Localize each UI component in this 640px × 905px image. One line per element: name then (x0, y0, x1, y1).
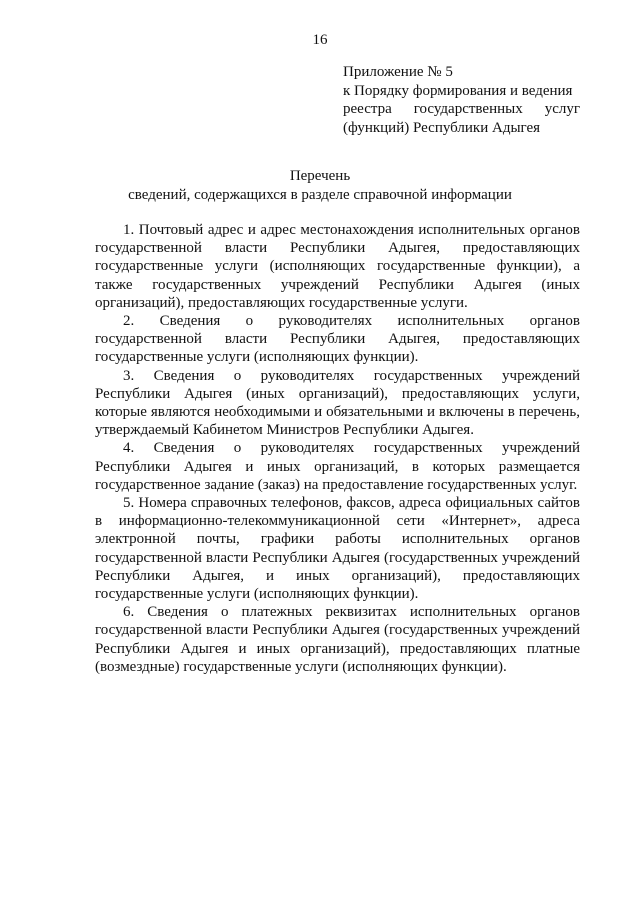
appendix-number: Приложение № 5 (343, 64, 453, 80)
list-item-2: 2. Сведения о руководителях исполнительных органов государственной власти Республики Адыгея, предоставляющих государственные услуги (исполняющих функции). (95, 313, 580, 366)
appendix-reference-line-1: к Порядку формирования и ведения (343, 82, 573, 99)
appendix-reference-line-3: (функций) Республики Адыгея (343, 119, 541, 136)
document-title (0, 167, 640, 204)
title-subheading: сведений, содержащихся в разделе справочной информации (128, 186, 512, 203)
list-item-6: 6. Сведения о платежных реквизитах исполнительных органов государственной власти Республики Адыгея (государственных учреждений Республики Адыгея и иных организаций), предоставляющих платные (возмездные) государственные услуги (исполняющих функции). (95, 604, 580, 675)
list-item-3: 3. Сведения о руководителях государственных учреждений Республики Адыгея (иных организаций), предоставляющих услуги, которые являются необходимыми и обязательными и включены в перечень, утверждаемый Кабинетом Министров Республики Адыгея. (95, 367, 580, 439)
list-item-4: 4. Сведения о руководителях государственных учреждений Республики Адыгея и иных организаций, в которых размещается государственное задание (заказ) на предоставление государственных услуг. (95, 440, 580, 493)
list-item-5: 5. Номера справочных телефонов, факсов, адреса официальных сайтов в информационно-телекоммуникационной сети «Интернет», адреса электронной почты, графики работы исполнительных органов государственной власти Республики Адыгея (государственных учреждений Республики Адыгея, и иных организаций), предоставляющих государственные услуги (исполняющих функции). (95, 495, 580, 603)
list-item-1: 1. Почтовый адрес и адрес местонахождения исполнительных органов государственной власти Республики Адыгея, предоставляющих государственные услуги (исполняющих государственные функции), а также государственных учреждений Республики Адыгея (иных организаций), предоставляющих государственные услуги. (95, 222, 580, 311)
appendix-reference-line-2: реестра государственных услуг (343, 101, 580, 117)
document-body (95, 221, 580, 676)
appendix-header (343, 63, 580, 137)
page-number: 16 (312, 32, 328, 48)
title-heading: Перечень (289, 168, 351, 184)
